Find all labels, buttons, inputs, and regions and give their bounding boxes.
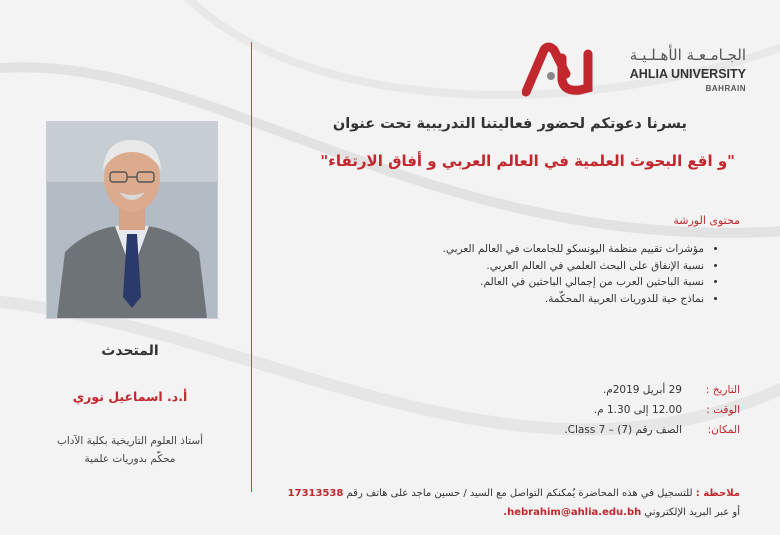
list-item: • نسبة الإنفاق على البحث العلمي في العالم العربي. xyxy=(443,260,704,272)
time-value: 12.00 إلى 1.30 م. xyxy=(593,404,682,416)
note-email[interactable]: hebrahim@ahlia.edu.bh. xyxy=(503,507,642,518)
place-label: المكان: xyxy=(707,424,740,436)
place-value: الصف رقم (7) – Class 7. xyxy=(564,424,682,436)
speaker-role-line-2: محكّم بدوريات علمية xyxy=(84,453,176,465)
event-details xyxy=(564,384,740,444)
list-item: • مؤشرات تقييم منظمة اليونسكو للجامعات في العالم العربي. xyxy=(443,243,704,255)
time-label: الوقت : xyxy=(706,404,740,416)
speaker-label: المتحدث xyxy=(101,343,159,359)
list-item: • نسبة الباحثين العرب من إجمالي الباحثين في العالم. xyxy=(443,276,704,288)
content-section-label: محتوى الورشة xyxy=(673,214,740,227)
speaker-photo xyxy=(46,121,218,319)
logo-arabic-name: الجـامـعـة الأهـلـيـة xyxy=(629,46,746,64)
speaker-portrait xyxy=(47,122,217,318)
ahlia-logo-mark xyxy=(522,40,594,98)
logo-country: BAHRAIN xyxy=(705,84,746,93)
speaker-role-line-1: أستاذ العلوم التاريخية بكلية الآداب xyxy=(56,435,204,447)
date-row xyxy=(564,384,740,396)
note-text-2: أو عبر البريد الإلكتروني xyxy=(644,507,740,518)
registration-note xyxy=(280,484,740,522)
date-value: 29 أبريل 2019م. xyxy=(602,384,682,396)
note-label: ملاحظة : xyxy=(695,488,740,499)
ahlia-university-logo xyxy=(520,40,750,100)
speaker-role xyxy=(0,432,260,468)
date-label: التاريخ : xyxy=(705,384,740,396)
note-text: للتسجيل في هذه المحاضرة يُمكنكم التواصل مع السيد / حسين ماجد على هاتف رقم xyxy=(346,488,693,499)
content-list xyxy=(443,243,720,309)
event-title: "و اقع البحوث العلمية في العالم العربي و أفاق الارتقاء" xyxy=(320,152,735,170)
column-divider xyxy=(251,42,252,492)
list-item: • نماذج حية للدوريات العربية المحكّمة. xyxy=(443,293,704,305)
place-row xyxy=(564,424,740,436)
note-phone: 17313538 xyxy=(287,488,344,499)
invitation-text: يسرنا دعوتكم لحضور فعاليتنا التدريبية تحت عنوان xyxy=(332,116,687,132)
logo-english-name: AHLIA UNIVERSITY xyxy=(629,67,746,81)
speaker-name: أ.د. اسماعيل نوري xyxy=(72,389,188,404)
time-row xyxy=(564,404,740,416)
